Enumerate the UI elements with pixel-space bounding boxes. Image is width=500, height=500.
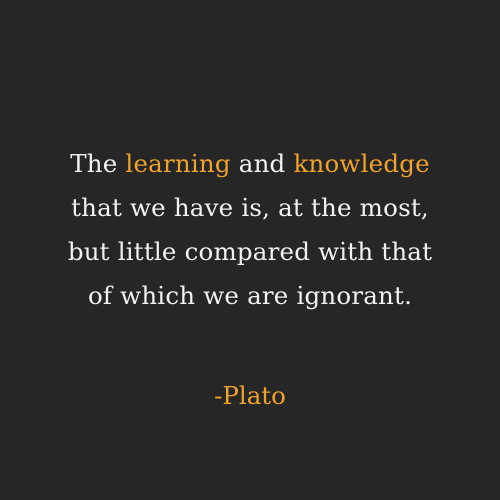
quote-line-3: but little compared with that bbox=[67, 237, 433, 266]
quote-line-4: of which we are ignorant. bbox=[87, 281, 413, 310]
quote-text bbox=[0, 142, 500, 318]
quote-word-the: The bbox=[70, 149, 118, 178]
quote-word-and: and bbox=[238, 149, 286, 178]
highlight-knowledge: knowledge bbox=[293, 149, 430, 178]
highlight-learning: learning bbox=[125, 149, 231, 178]
quote-author: -Plato bbox=[214, 381, 286, 410]
quote-line-1 bbox=[0, 142, 500, 186]
quote-line-2: that we have is, at the most, bbox=[71, 193, 429, 222]
